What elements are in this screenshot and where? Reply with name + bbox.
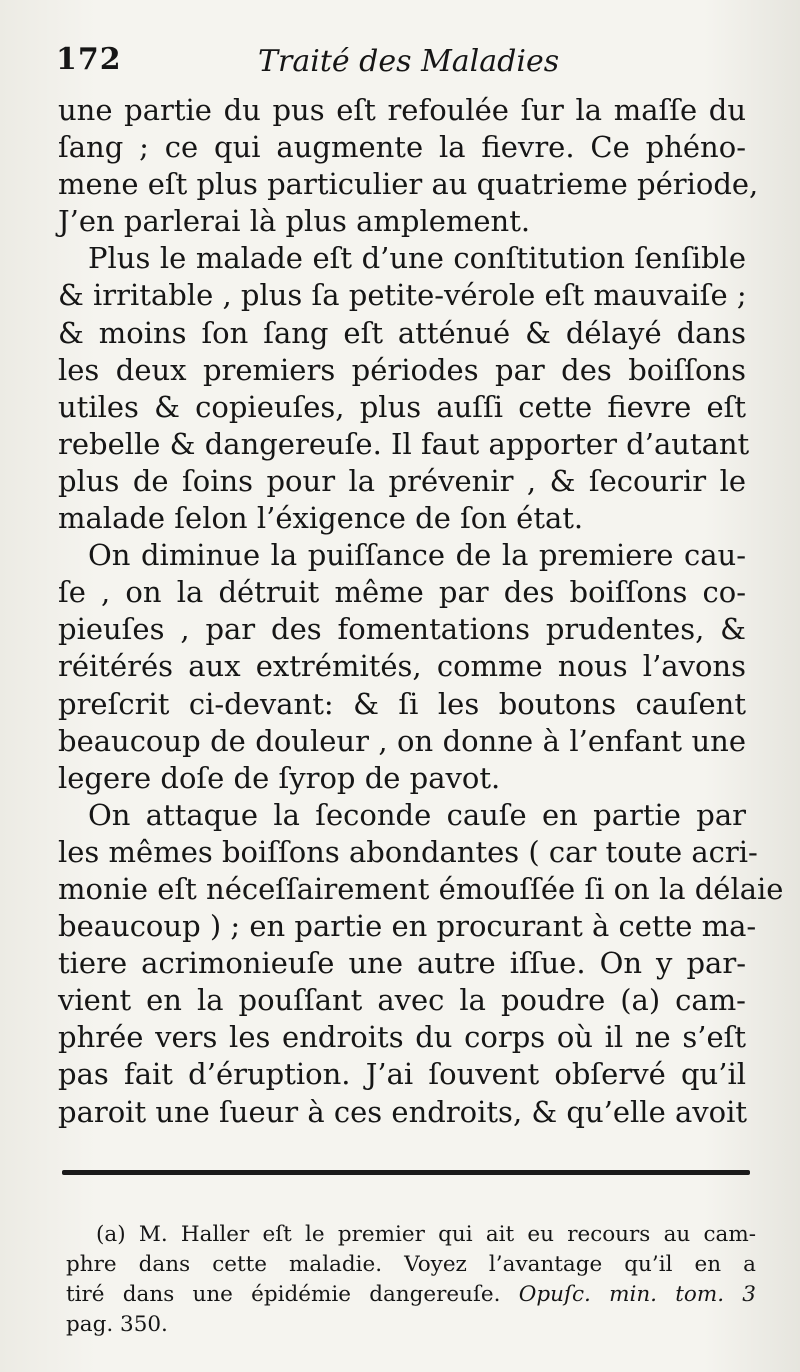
text-line: beaucoup de douleur , on donne à l’enfant une (58, 723, 746, 758)
footnote-rule (62, 1170, 750, 1175)
footnote-marker: (a) (96, 1222, 126, 1247)
running-head (50, 42, 750, 86)
text-line: ſang ; ce qui augmente la fievre. Ce phéno- (58, 130, 746, 165)
text-line: vient en la pouſſant avec la poudre (a) cam- (58, 983, 746, 1018)
text-line: malade ſelon l’éxigence de ſon état. (58, 501, 584, 536)
text-line: & irritable , plus ſa petite-vérole eſt mauvaiſe ; (58, 278, 747, 313)
footnote-line: pag. 350. (66, 1312, 168, 1337)
text-line: beaucoup ) ; en partie en procurant à cette ma- (58, 909, 757, 944)
text-line: les deux premiers périodes par des boiſſons (58, 352, 746, 387)
text-line: plus de ſoins pour la prévenir , & ſecourir le (58, 463, 746, 498)
text-line: ſe , on la détruit même par des boiſſons co- (58, 575, 746, 610)
text-line: pieuſes , par des fomentations prudentes, & (58, 612, 746, 647)
text-line: legere doſe de ſyrop de pavot. (58, 760, 501, 795)
running-title: Traité des Maladies (258, 44, 560, 79)
text-line: une partie du pus eſt refoulée ſur la maſſe du (58, 93, 746, 127)
footnote-citation: Opuſc. min. tom. 3 (518, 1282, 756, 1307)
text-line: tiere acrimonieuſe une autre iſſue. On y par- (58, 946, 746, 981)
body-text (58, 92, 784, 1131)
page-number: 172 (56, 42, 122, 77)
footnote (66, 1220, 756, 1340)
text-line: réitérés aux extrémités, comme nous l’avons (58, 649, 746, 684)
footnote-text: tiré dans une épidémie dangereuſe. (66, 1282, 501, 1307)
footnote-line: phre dans cette maladie. Voyez l’avantage qu’il en a (66, 1252, 756, 1277)
text-line: rebelle & dangereuſe. Il faut apporter d’autant (58, 426, 750, 461)
text-line: monie eſt néceſſairement émouſſée ſi on la délaie (58, 871, 784, 906)
text-line: phrée vers les endroits du corps où il ne s’eſt (58, 1020, 746, 1055)
footnote-line (66, 1220, 756, 1250)
text-line: & moins ſon ſang eſt atténué & délayé dans (58, 315, 746, 350)
text-line: J’en parlerai là plus amplement. (58, 204, 531, 239)
text-line: utiles & copieuſes, plus auſſi cette fievre eſt (58, 389, 746, 424)
text-line: les mêmes boiſſons abondantes ( car toute acri- (58, 834, 758, 869)
footnote-line (66, 1280, 756, 1310)
text-line: On attaque la ſeconde cauſe en partie par (88, 797, 746, 832)
text-line: mene eſt plus particulier au quatrieme période, (58, 167, 759, 202)
text-line: pas fait d’éruption. J’ai ſouvent obſervé qu’il (58, 1057, 746, 1092)
text-line: preſcrit ci-devant: & ſi les boutons cauſent (58, 686, 746, 721)
text-line: Plus le malade eſt d’une conſtitution ſenſible (88, 241, 746, 276)
text-line: paroit une ſueur à ces endroits, & qu’elle avoit (58, 1094, 748, 1129)
footnote-text: M. Haller eſt le premier qui ait eu recours au cam- (138, 1222, 756, 1247)
text-line: On diminue la puiſſance de la premiere cau- (88, 538, 746, 573)
